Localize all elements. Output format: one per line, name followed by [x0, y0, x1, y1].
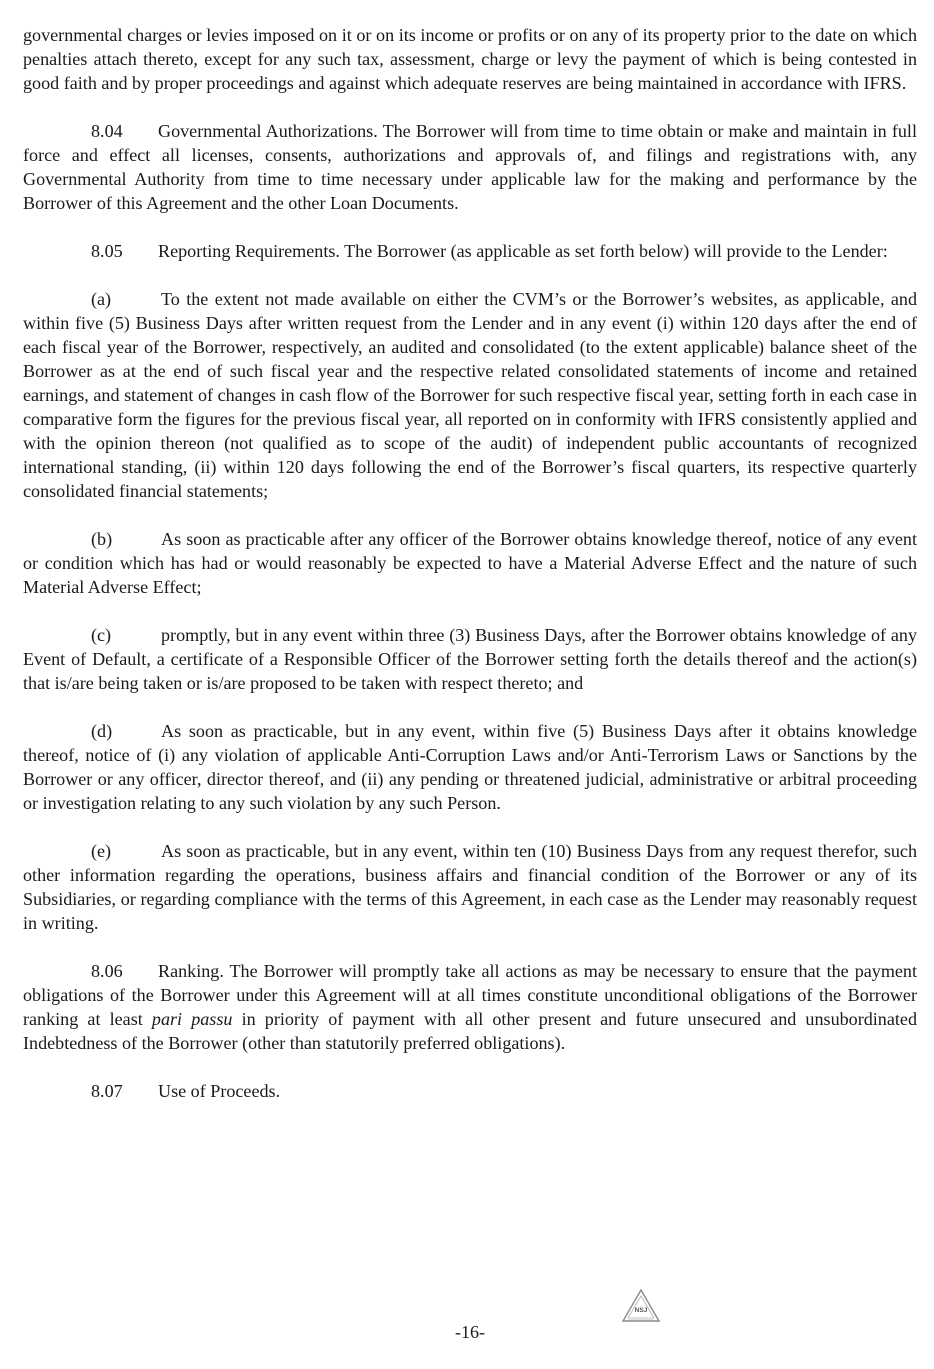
section-number: 8.06 [91, 961, 123, 981]
section-text: Reporting Requirements. The Borrower (as applicable as set forth below) will provide to the Lender: [158, 241, 888, 261]
section-text-part-2: in priority of payment with all other present and future unsecured and unsubordinated Indebtedness of the Borrower (other than statutorily preferred obligations). [23, 1009, 917, 1053]
item-label: (d) [91, 721, 113, 741]
item-label: (e) [91, 841, 112, 861]
section-text: Governmental Authorizations. The Borrower will from time to time obtain or make and maintain in full force and effect all licenses, consents, authorizations and approvals of, and filings and registrations with, any Governmental Authority from time to time necessary under applicable law for the making and performance by the Borrower of this Agreement and the other Loan Documents. [23, 121, 917, 213]
item-d-paragraph [23, 719, 917, 815]
item-text: promptly, but in any event within three (3) Business Days, after the Borrower obtains knowledge of any Event of Default, a certificate of a Responsible Officer of the Borrower setting forth the details thereof and the action(s) that is/are being taken or is/are proposed to be taken with respect thereto; and [23, 625, 917, 693]
nsj-stamp-logo [621, 1288, 661, 1324]
section-8-06-paragraph [23, 959, 917, 1055]
stamp-text: NSJ [634, 1307, 648, 1314]
section-8-05-paragraph [23, 239, 917, 263]
item-label: (a) [91, 289, 112, 309]
pari-passu-term: pari passu [151, 1009, 233, 1029]
section-8-04-paragraph [23, 119, 917, 215]
item-text: As soon as practicable, but in any event, within ten (10) Business Days from any request therefor, such other information regarding the operations, business affairs and financial condition of the Borrower or any of its Subsidiaries, or regarding compliance with the terms of this Agreement, in each case as the Lender may reasonably request in writing. [23, 841, 917, 933]
section-number: 8.04 [91, 121, 123, 141]
item-label: (b) [91, 529, 113, 549]
item-e-paragraph [23, 839, 917, 935]
section-text: Use of Proceeds. [158, 1081, 281, 1101]
section-8-07-paragraph [23, 1079, 917, 1103]
item-text: As soon as practicable, but in any event, within five (5) Business Days after it obtains knowledge thereof, notice of (i) any violation of applicable Anti-Corruption Laws and/or Anti-Terrorism Laws or Sanctions by the Borrower or any officer, director thereof, and (ii) any pending or threatened judicial, administrative or arbitral proceeding or investigation relating to any such violation by any such Person. [23, 721, 917, 813]
item-c-paragraph [23, 623, 917, 695]
item-text: To the extent not made available on either the CVM’s or the Borrower’s websites, as applicable, and within five (5) Business Days after written request from the Lender and in any event (i) within 120 days after the end of each fiscal year of the Borrower, respectively, an audited and consolidated (to the extent applicable) balance sheet of the Borrower as at the end of such fiscal year and the respective related consolidated statements of income and retained earnings, and statement of changes in cash flow of the Borrower for such respective fiscal year, setting forth in each case in comparative form the figures for the previous fiscal year, all reported on in conformity with IFRS consistently applied and with the opinion thereon (not qualified as to scope of the audit) of independent public accountants of recognized international standing, (ii) within 120 days following the end of the Borrower’s fiscal quarters, its respective quarterly consolidated financial statements; [23, 289, 917, 501]
item-label: (c) [91, 625, 112, 645]
section-number: 8.05 [91, 241, 123, 261]
item-text: As soon as practicable after any officer of the Borrower obtains knowledge thereof, notice of any event or condition which has had or would reasonably be expected to have a Material Adverse Effect and the nature of such Material Adverse Effect; [23, 529, 917, 597]
item-b-paragraph [23, 527, 917, 599]
page-number-text: -16- [455, 1322, 485, 1342]
page-number [0, 1321, 934, 1343]
item-a-paragraph [23, 287, 917, 503]
intro-continuation-paragraph: governmental charges or levies imposed on it or on its income or profits or on any of its property prior to the date on which penalties attach thereto, except for any such tax, assessment, charge or levy the payment of which is being contested in good faith and by proper proceedings and against which adequate reserves are being maintained in accordance with IFRS. [23, 25, 917, 93]
section-number: 8.07 [91, 1081, 123, 1101]
section-text-part-1: Ranking. The Borrower will promptly take all actions as may be necessary to ensure that the payment obligations of the Borrower under this Agreement will at all times constitute unconditional obligations of the Borrower ranking at least [23, 961, 917, 1029]
document-page [23, 23, 917, 1103]
